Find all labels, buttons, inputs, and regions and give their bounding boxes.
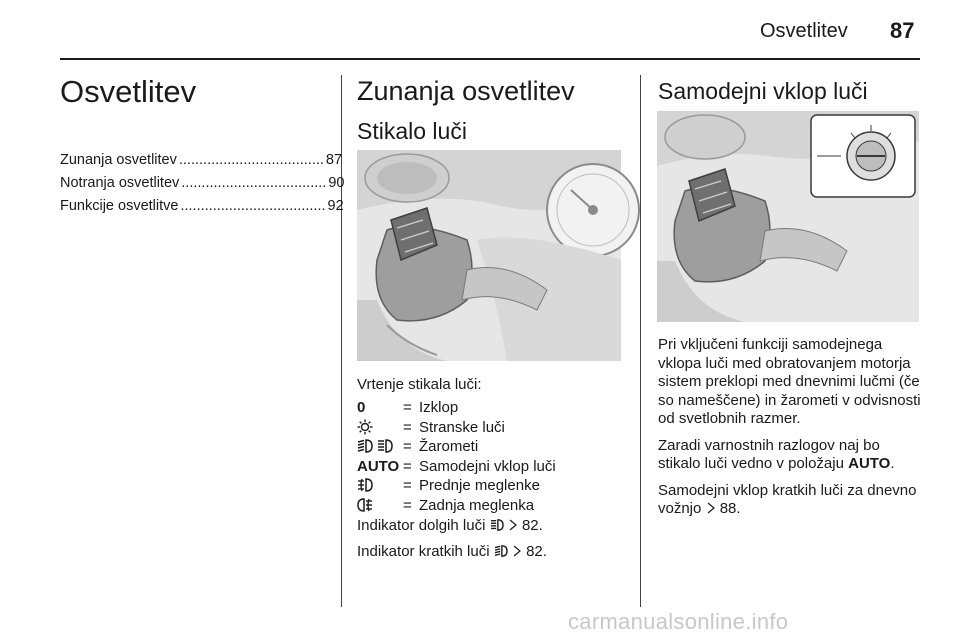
legend-row: [357, 419, 627, 439]
legend-label: Samodejni vklop luči: [419, 457, 556, 475]
subsection-heading: Stikalo luči: [357, 118, 467, 144]
page-reference-arrow-icon: [508, 519, 518, 531]
page-number: 87: [890, 18, 915, 43]
auto-keyword: AUTO: [848, 455, 891, 472]
toc-entry-title: Zunanja osvetlitev: [60, 152, 177, 168]
auto-light-para-3: Samodejni vklop kratkih luči za dnevno vožnjo 88.: [658, 481, 917, 517]
legend-label: Zadnja meglenka: [419, 496, 535, 514]
auto-light-para-2: Zaradi varnostnih razlogov naj bo stikalo luči vedno v položaju AUTO.: [658, 436, 895, 472]
legend-row: [357, 497, 627, 517]
low-beam-indicator-text: Indikator kratkih luči: [357, 543, 490, 560]
column-divider-right: [640, 75, 641, 607]
legend-equals: =: [403, 438, 412, 456]
low-beam-page-ref[interactable]: 82.: [526, 543, 547, 560]
legend-equals: =: [403, 477, 412, 495]
page-reference-arrow-icon: [706, 502, 716, 514]
legend-equals: =: [403, 418, 412, 436]
low-beam-icon: [357, 439, 373, 453]
legend-row: [357, 438, 627, 458]
auto-light-figure: [657, 111, 919, 322]
toc-leader: ....................................: [180, 198, 326, 214]
high-beam-indicator-icon: [490, 519, 504, 531]
legend-label: Izklop: [419, 399, 459, 416]
toc-entry[interactable]: [60, 198, 344, 221]
toc-entry-title: Notranja osvetlitev: [60, 175, 180, 191]
low-beam-indicator-line: [357, 543, 547, 562]
symbol-off: 0: [357, 399, 366, 416]
symbol-auto: AUTO: [357, 457, 400, 475]
watermark: carmanualsonline.info: [568, 609, 789, 634]
chapter-title: Osvetlitev: [60, 74, 197, 109]
legend-equals: =: [403, 496, 412, 514]
side-lights-icon: [357, 419, 373, 435]
high-beam-icon: [377, 439, 393, 453]
toc-entry-page: 92: [327, 198, 344, 214]
legend-row: [357, 477, 627, 497]
legend-label: Žarometi: [419, 438, 479, 456]
toc-entry[interactable]: [60, 152, 343, 175]
toc-leader: ....................................: [181, 175, 327, 191]
high-beam-page-ref[interactable]: 82.: [521, 517, 543, 534]
auto-light-para-1: Pri vključeni funkciji samodejnega vklopa luči med obratovanjem motorja sistem preklopi med dnevnimi lučmi (če so nameščene) in žarometi v odvisnosti od svetlobnih razmer.: [658, 336, 921, 427]
toc-entry-title: Funkcije osvetlitve: [60, 198, 179, 214]
toc-leader: ....................................: [178, 152, 324, 168]
header-rule: [60, 58, 920, 60]
legend-row: [357, 458, 627, 478]
legend-label: Prednje meglenke: [419, 477, 540, 495]
switch-positions-legend: [357, 399, 627, 517]
low-beam-indicator-icon: [494, 545, 508, 557]
legend-label: Stranske luči: [419, 418, 505, 436]
legend-equals: =: [403, 399, 412, 416]
section-heading: Zunanja osvetlitev: [357, 76, 575, 106]
auto-light-description: [658, 336, 924, 527]
light-switch-figure: [357, 150, 621, 361]
toc-entry[interactable]: [60, 175, 345, 198]
running-header-title: Osvetlitev: [760, 20, 848, 42]
auto-light-heading: Samodejni vklop luči: [658, 78, 868, 104]
page-reference-arrow-icon: [512, 545, 522, 557]
legend-equals: =: [403, 457, 412, 475]
rotation-intro: Vrtenje stikala luči:: [357, 376, 482, 393]
rear-fog-icon: [357, 498, 373, 512]
light-switch-illustration: [357, 150, 621, 361]
high-beam-indicator-text: Indikator dolgih luči: [357, 517, 486, 534]
toc-entry-page: 87: [325, 152, 343, 168]
legend-row: [357, 399, 627, 419]
high-beam-indicator-line: [357, 517, 543, 536]
chapter-toc: [60, 152, 345, 221]
front-fog-icon: [357, 478, 373, 492]
toc-entry-page: 90: [328, 175, 345, 191]
auto-light-illustration: [657, 111, 919, 322]
daytime-lights-page-ref[interactable]: 88.: [719, 500, 741, 517]
